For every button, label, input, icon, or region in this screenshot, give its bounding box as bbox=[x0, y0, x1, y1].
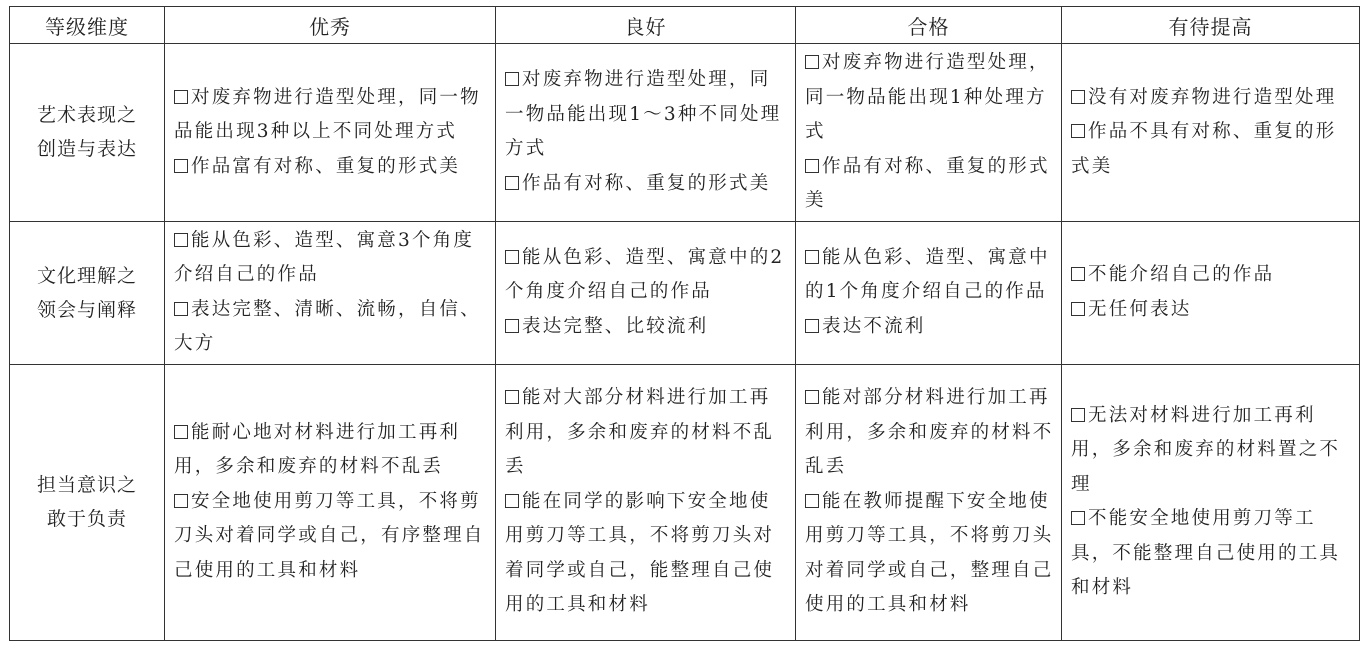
criteria-text: 安全地使用剪刀等工具，不将剪刀头对着同学或自己，有序整理自己使用的工具和材料 bbox=[174, 490, 485, 581]
criteria-item bbox=[174, 416, 489, 485]
checkbox[interactable] bbox=[805, 494, 819, 508]
checkbox[interactable] bbox=[1071, 302, 1085, 316]
criteria-text: 表达不流利 bbox=[822, 315, 926, 337]
criteria-text: 对废弃物进行造型处理，同一物品能出现1种处理方式 bbox=[805, 52, 1050, 142]
criteria-text: 对废弃物进行造型处理，同一物品能出现3种以上不同处理方式 bbox=[174, 86, 481, 142]
criteria-cell bbox=[796, 221, 1062, 364]
table-row bbox=[10, 221, 1360, 364]
criteria-item bbox=[174, 293, 489, 362]
criteria-item bbox=[805, 46, 1055, 150]
criteria-text: 能对大部分材料进行加工再利用，多余和废弃的材料不乱丢 bbox=[505, 387, 775, 478]
checkbox[interactable] bbox=[174, 159, 188, 173]
header-needs-improvement: 有待提高 bbox=[1062, 7, 1360, 44]
checkbox[interactable] bbox=[1071, 124, 1085, 138]
criteria-text: 没有对废弃物进行造型处理 bbox=[1088, 86, 1337, 108]
checkbox[interactable] bbox=[505, 250, 519, 264]
dimension-cell bbox=[10, 44, 165, 222]
checkbox[interactable] bbox=[505, 72, 519, 86]
criteria-item bbox=[505, 241, 789, 310]
checkbox[interactable] bbox=[174, 425, 188, 439]
criteria-text: 能对部分材料进行加工再利用，多余和废弃的材料不乱丢 bbox=[805, 387, 1054, 478]
criteria-item bbox=[505, 485, 789, 623]
criteria-text: 作品富有对称、重复的形式美 bbox=[191, 155, 461, 177]
criteria-text: 能在同学的影响下安全地使用剪刀等工具，不将剪刀头对着同学或自己，能整理自己使用的工具和材料 bbox=[505, 490, 775, 616]
criteria-text: 不能安全地使用剪刀等工具，不能整理自己使用的工具和材料 bbox=[1071, 508, 1341, 598]
checkbox[interactable] bbox=[805, 390, 819, 404]
criteria-cell bbox=[496, 44, 796, 222]
header-good: 良好 bbox=[496, 7, 796, 44]
criteria-text: 能从色彩、造型、寓意中的2个角度介绍自己的作品 bbox=[505, 246, 785, 303]
checkbox[interactable] bbox=[805, 159, 819, 173]
dimension-line: 担当意识之 bbox=[36, 474, 137, 496]
criteria-text: 能从色彩、造型、寓意3个角度介绍自己的作品 bbox=[174, 229, 475, 285]
dimension-line: 文化理解之 bbox=[36, 264, 137, 287]
dimension-cell bbox=[10, 364, 165, 640]
criteria-item bbox=[805, 381, 1055, 485]
criteria-text: 无法对材料进行加工再利用，多余和废弃的材料置之不理 bbox=[1071, 404, 1341, 495]
evaluation-rubric-table bbox=[9, 6, 1360, 641]
criteria-item bbox=[805, 485, 1055, 623]
criteria-item bbox=[805, 310, 1055, 345]
criteria-item bbox=[1071, 115, 1353, 184]
criteria-cell bbox=[796, 44, 1062, 222]
dimension-line: 领会与阐释 bbox=[36, 298, 137, 321]
criteria-text: 作品有对称、重复的形式美 bbox=[805, 155, 1050, 211]
criteria-cell bbox=[165, 221, 496, 364]
checkbox[interactable] bbox=[1071, 90, 1085, 104]
criteria-item bbox=[1071, 502, 1353, 606]
criteria-item bbox=[174, 224, 489, 293]
header-pass: 合格 bbox=[796, 7, 1062, 44]
criteria-text: 能耐心地对材料进行加工再利用，多余和废弃的材料不乱丢 bbox=[174, 421, 461, 478]
criteria-text: 表达完整、清晰、流畅，自信、大方 bbox=[174, 298, 481, 354]
criteria-item bbox=[1071, 81, 1353, 116]
checkbox[interactable] bbox=[805, 319, 819, 333]
criteria-cell bbox=[796, 364, 1062, 640]
criteria-text: 对废弃物进行造型处理，同一物品能出现1～3种不同处理方式 bbox=[505, 69, 782, 160]
criteria-text: 表达完整、比较流利 bbox=[522, 315, 709, 337]
dimension-cell bbox=[10, 221, 165, 364]
checkbox[interactable] bbox=[505, 319, 519, 333]
criteria-cell bbox=[1062, 44, 1360, 222]
criteria-cell bbox=[1062, 364, 1360, 640]
criteria-text: 作品不具有对称、重复的形式美 bbox=[1071, 121, 1337, 177]
criteria-item bbox=[805, 241, 1055, 310]
criteria-item bbox=[174, 150, 489, 185]
dimension-line: 艺术表现之 bbox=[36, 104, 137, 127]
checkbox[interactable] bbox=[174, 494, 188, 508]
criteria-item bbox=[505, 310, 789, 345]
criteria-item bbox=[1071, 399, 1353, 503]
criteria-item bbox=[1071, 293, 1353, 328]
criteria-item bbox=[174, 81, 489, 150]
criteria-text: 能在教师提醒下安全地使用剪刀等工具，不将剪刀头对着同学或自己，整理自己使用的工具和材料 bbox=[805, 490, 1054, 616]
criteria-cell bbox=[496, 364, 796, 640]
criteria-cell bbox=[496, 221, 796, 364]
criteria-cell bbox=[1062, 221, 1360, 364]
criteria-text: 无任何表达 bbox=[1088, 298, 1192, 320]
checkbox[interactable] bbox=[1071, 511, 1085, 525]
checkbox[interactable] bbox=[505, 176, 519, 190]
checkbox[interactable] bbox=[174, 90, 188, 104]
checkbox[interactable] bbox=[805, 250, 819, 264]
table-row bbox=[10, 44, 1360, 222]
criteria-item bbox=[505, 381, 789, 485]
criteria-text: 能从色彩、造型、寓意中的1个角度介绍自己的作品 bbox=[805, 246, 1050, 303]
checkbox[interactable] bbox=[505, 494, 519, 508]
criteria-item bbox=[505, 63, 789, 167]
criteria-item bbox=[174, 485, 489, 589]
checkbox[interactable] bbox=[805, 55, 819, 69]
criteria-cell bbox=[165, 364, 496, 640]
header-excellent: 优秀 bbox=[165, 7, 496, 44]
checkbox[interactable] bbox=[505, 390, 519, 404]
criteria-item bbox=[505, 167, 789, 202]
table-row bbox=[10, 364, 1360, 640]
header-dimension: 等级维度 bbox=[10, 7, 165, 44]
criteria-item bbox=[1071, 258, 1353, 293]
dimension-line: 创造与表达 bbox=[36, 138, 137, 161]
checkbox[interactable] bbox=[174, 302, 188, 316]
header-row bbox=[10, 7, 1360, 44]
checkbox[interactable] bbox=[1071, 408, 1085, 422]
dimension-line: 敢于负责 bbox=[46, 508, 127, 530]
criteria-cell bbox=[165, 44, 496, 222]
checkbox[interactable] bbox=[174, 233, 188, 247]
criteria-item bbox=[805, 150, 1055, 219]
checkbox[interactable] bbox=[1071, 267, 1085, 281]
criteria-text: 不能介绍自己的作品 bbox=[1088, 264, 1275, 285]
criteria-text: 作品有对称、重复的形式美 bbox=[522, 172, 771, 194]
